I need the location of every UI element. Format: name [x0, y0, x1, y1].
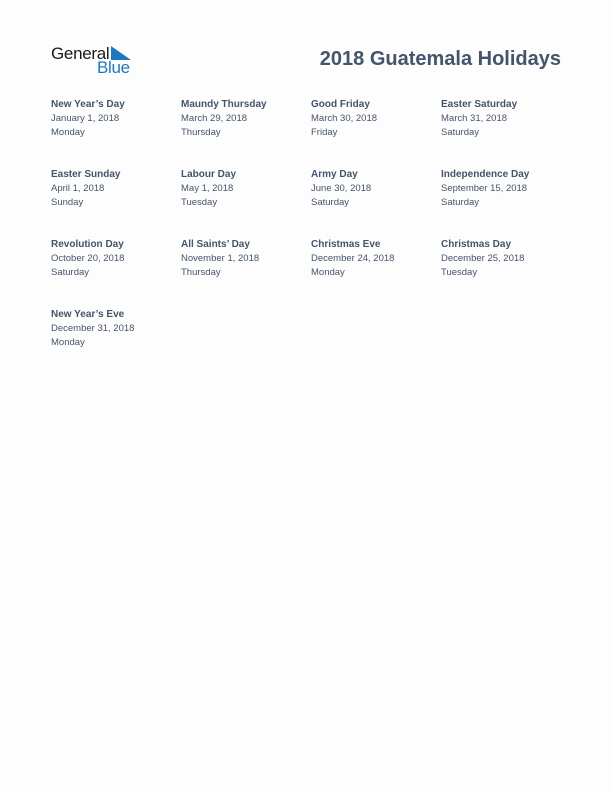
holiday-date: June 30, 2018 — [311, 183, 372, 194]
holiday-date: September 15, 2018 — [441, 183, 528, 194]
holiday-date: November 1, 2018 — [181, 253, 260, 264]
holiday-name: Easter Sunday — [51, 169, 121, 180]
holiday-weekday: Monday — [51, 127, 85, 138]
holiday-date: December 31, 2018 — [51, 323, 135, 334]
holiday-name: All Saints’ Day — [181, 239, 250, 250]
holiday-entry — [311, 238, 441, 308]
logo-text-general: General — [51, 44, 110, 63]
holiday-date: March 31, 2018 — [441, 113, 508, 124]
holiday-name: Revolution Day — [51, 239, 124, 250]
holiday-name: Easter Saturday — [441, 99, 518, 110]
holiday-date: May 1, 2018 — [181, 183, 234, 194]
holiday-weekday: Saturday — [311, 197, 350, 208]
holiday-entry — [311, 98, 441, 168]
holiday-name: Army Day — [311, 169, 358, 180]
holiday-entry — [311, 168, 441, 238]
holiday-weekday: Saturday — [441, 127, 480, 138]
holiday-weekday: Sunday — [51, 197, 84, 208]
logo-text-blue: Blue — [97, 58, 130, 77]
page-title: 2018 Guatemala Holidays — [319, 48, 561, 70]
holiday-weekday: Tuesday — [441, 267, 478, 278]
holiday-date: January 1, 2018 — [51, 113, 120, 124]
holiday-entry — [181, 98, 311, 168]
holiday-date: December 24, 2018 — [311, 253, 395, 264]
holiday-entry — [181, 238, 311, 308]
holiday-name: New Year’s Day — [51, 99, 125, 110]
holiday-entry — [51, 238, 181, 308]
holiday-name: Christmas Eve — [311, 239, 381, 250]
holiday-weekday: Monday — [51, 337, 85, 348]
holiday-date: October 20, 2018 — [51, 253, 125, 264]
generalblue-logo — [51, 44, 141, 78]
holiday-grid — [51, 98, 571, 378]
holiday-date: March 29, 2018 — [181, 113, 248, 124]
holiday-entry — [51, 308, 181, 378]
holiday-weekday: Thursday — [181, 127, 221, 138]
holiday-date: April 1, 2018 — [51, 183, 105, 194]
holiday-entry — [51, 98, 181, 168]
holiday-name: Independence Day — [441, 169, 530, 180]
holiday-weekday: Saturday — [51, 267, 90, 278]
holiday-name: Labour Day — [181, 169, 237, 180]
holiday-entry — [441, 98, 571, 168]
holiday-weekday: Monday — [311, 267, 345, 278]
holiday-weekday: Saturday — [441, 197, 480, 208]
holiday-weekday: Friday — [311, 127, 338, 138]
holiday-name: Maundy Thursday — [181, 99, 267, 110]
holiday-name: Christmas Day — [441, 239, 512, 250]
holiday-date: March 30, 2018 — [311, 113, 378, 124]
holiday-name: New Year’s Eve — [51, 309, 125, 320]
holiday-entry — [441, 168, 571, 238]
holiday-weekday: Thursday — [181, 267, 221, 278]
holiday-entry — [181, 168, 311, 238]
holiday-name: Good Friday — [311, 99, 370, 110]
holiday-weekday: Tuesday — [181, 197, 218, 208]
holiday-entry — [51, 168, 181, 238]
holiday-entry — [441, 238, 571, 308]
holiday-date: December 25, 2018 — [441, 253, 525, 264]
